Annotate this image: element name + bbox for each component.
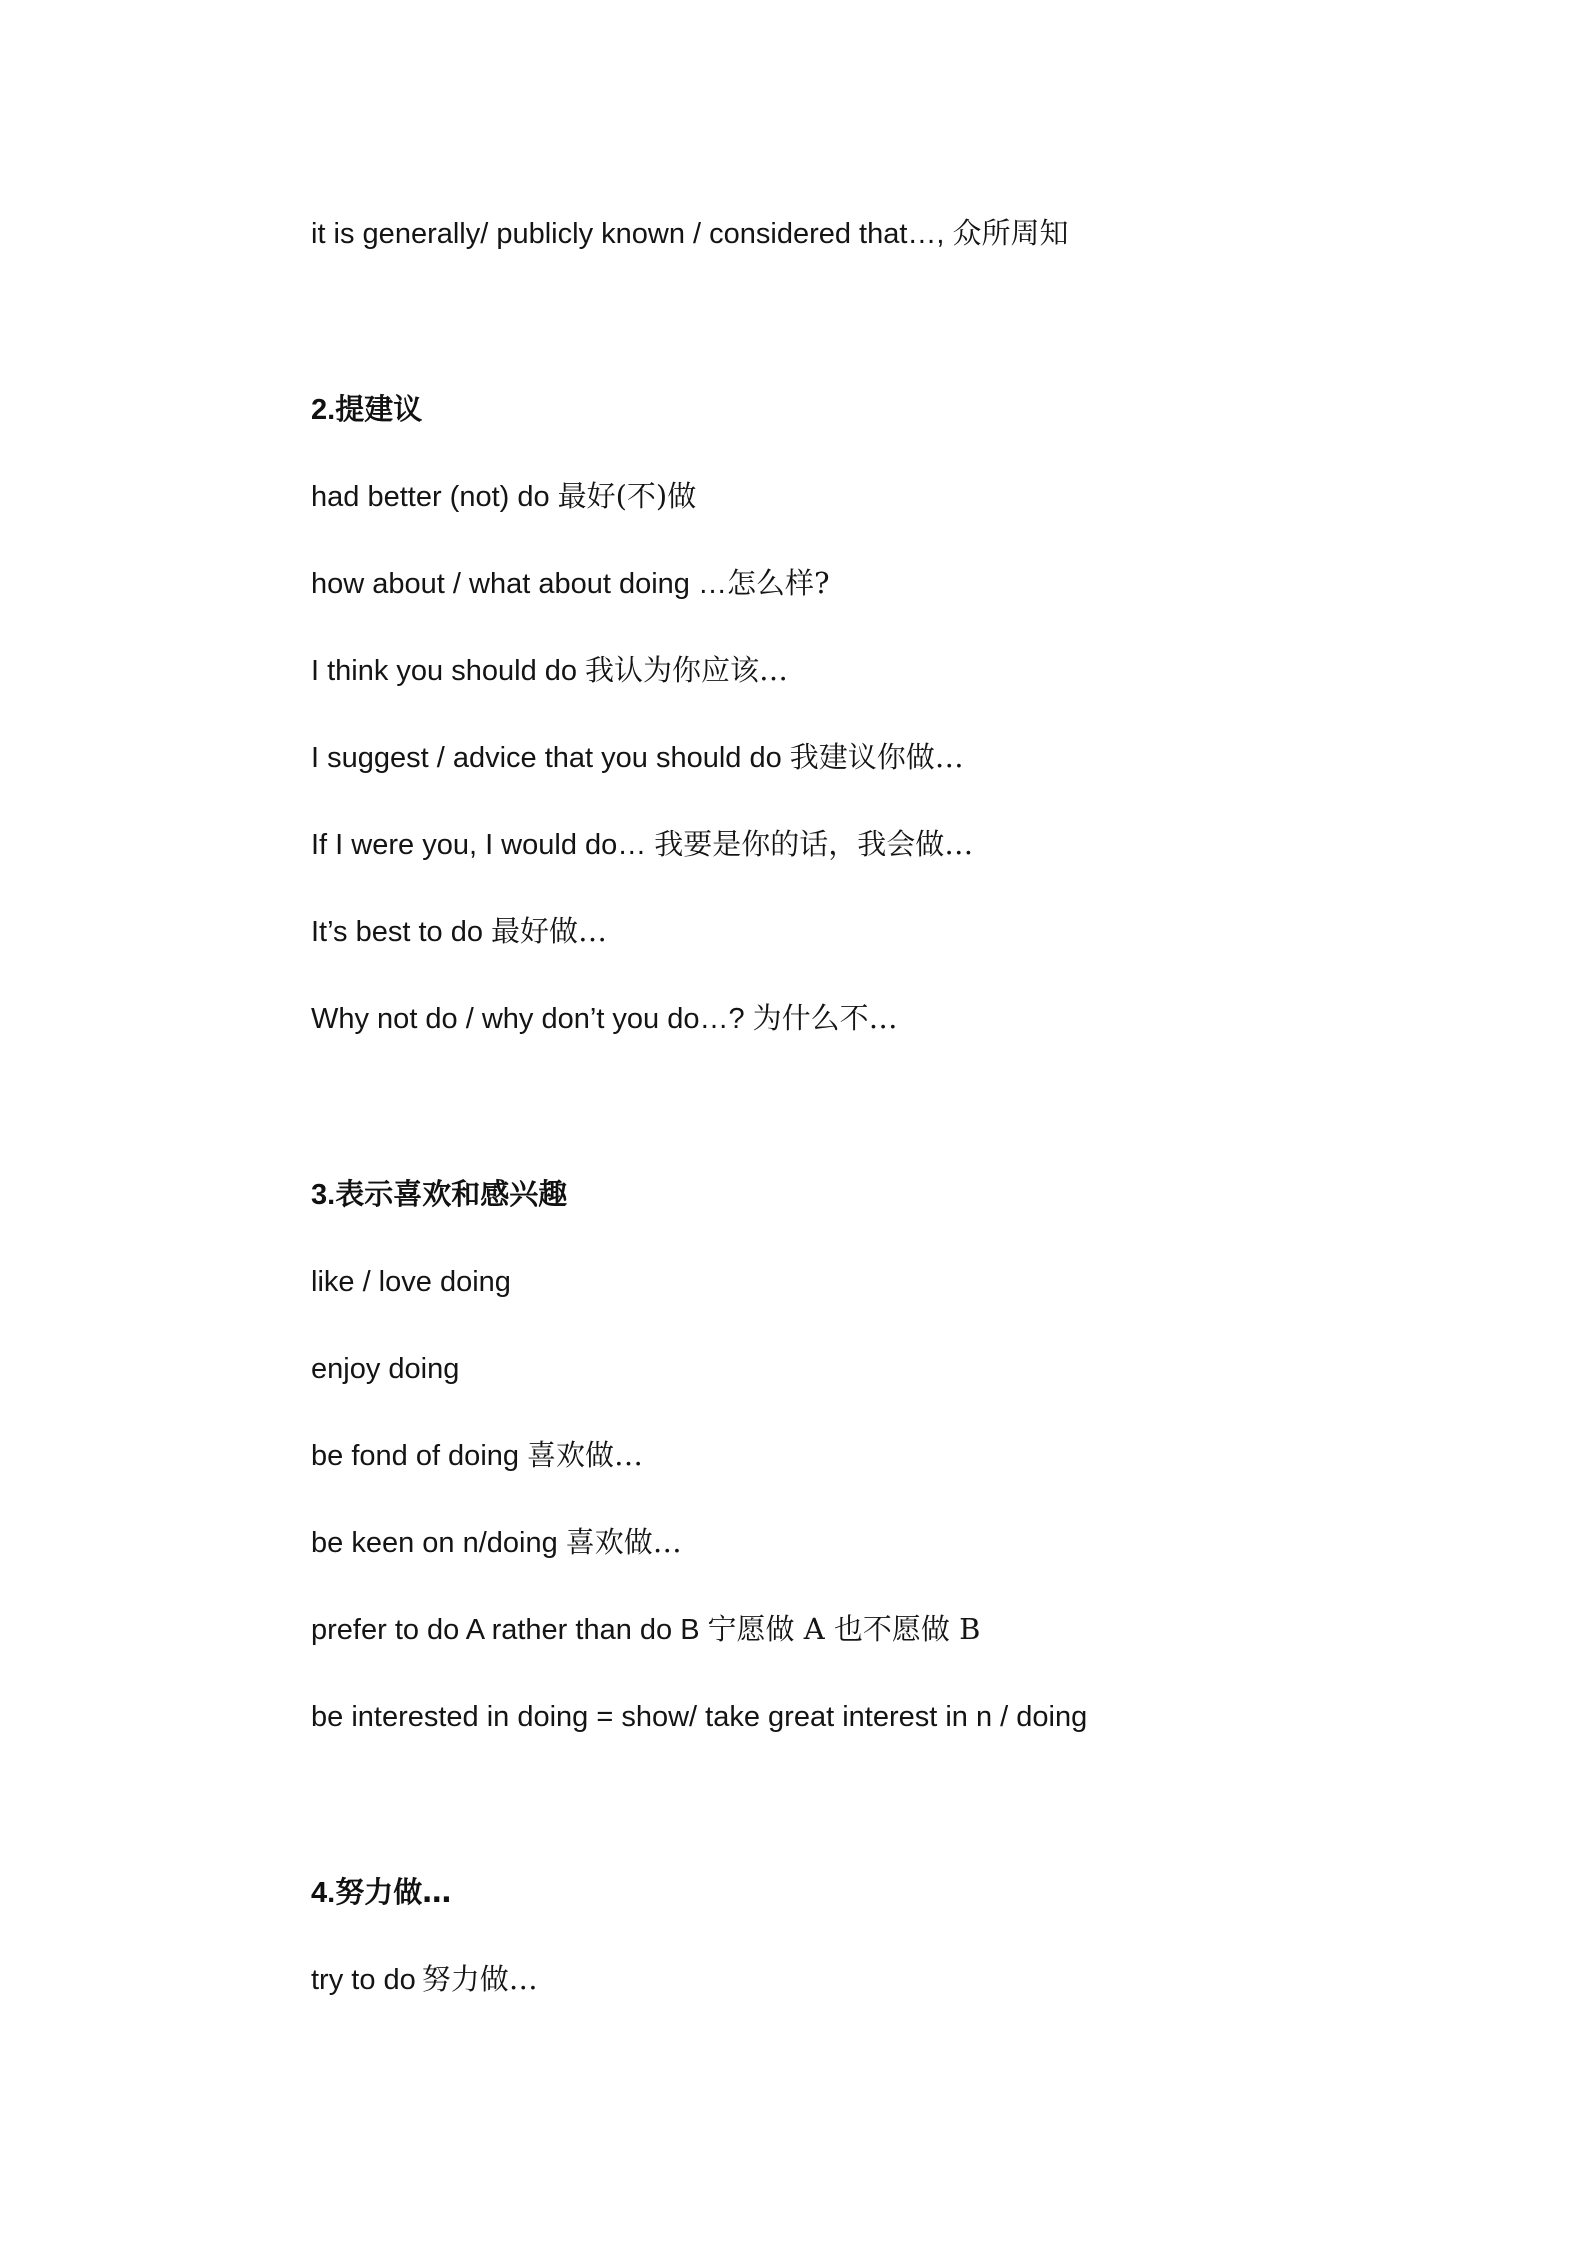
phrase-chinese: 宁愿做 A 也不愿做 B bbox=[707, 1612, 981, 1646]
phrase-chinese: 我建议你做… bbox=[789, 740, 964, 774]
phrase-english: prefer to do A rather than do B bbox=[311, 1614, 700, 1646]
list-item bbox=[311, 912, 607, 951]
intro-line bbox=[311, 214, 1069, 253]
phrase-english: I suggest / advice that you should do bbox=[311, 742, 782, 774]
phrase-english: be interested in doing = show/ take great interest in n / doing bbox=[311, 1701, 1088, 1733]
phrase-english: be keen on n/doing bbox=[311, 1527, 558, 1559]
section-title: 努力做… bbox=[335, 1875, 452, 1909]
list-item bbox=[311, 1610, 980, 1649]
list-item bbox=[311, 825, 973, 864]
list-item bbox=[311, 477, 696, 516]
section-2-heading bbox=[311, 390, 422, 429]
list-item bbox=[311, 1436, 643, 1475]
phrase-english: It’s best to do bbox=[311, 916, 483, 948]
phrase-english: how about / what about doing … bbox=[311, 568, 727, 600]
phrase-chinese: 喜欢做… bbox=[527, 1438, 644, 1472]
phrase-chinese: 众所周知 bbox=[952, 216, 1069, 250]
list-item bbox=[311, 1349, 467, 1388]
phrase-english: like / love doing bbox=[311, 1266, 511, 1298]
section-number: 4. bbox=[311, 1877, 336, 1909]
phrase-chinese: 我认为你应该… bbox=[585, 653, 789, 687]
list-item bbox=[311, 738, 964, 777]
list-item bbox=[311, 1262, 519, 1301]
phrase-english: be fond of doing bbox=[311, 1440, 520, 1472]
list-item bbox=[311, 1697, 1095, 1736]
phrase-chinese: 努力做… bbox=[421, 1962, 538, 1996]
list-item bbox=[311, 999, 898, 1038]
phrase-english: had better (not) do bbox=[311, 481, 550, 513]
section-title: 表示喜欢和感兴趣 bbox=[335, 1177, 568, 1211]
phrase-english: try to do bbox=[311, 1964, 416, 1996]
section-title: 提建议 bbox=[335, 392, 423, 426]
list-item bbox=[311, 564, 830, 603]
phrase-chinese: 喜欢做… bbox=[565, 1525, 682, 1559]
list-item bbox=[311, 651, 788, 690]
section-4-heading bbox=[311, 1873, 451, 1912]
phrase-english: If I were you, I would do… bbox=[311, 829, 647, 861]
phrase-english: I think you should do bbox=[311, 655, 578, 687]
list-item bbox=[311, 1960, 538, 1999]
phrase-chinese: 我要是你的话，我会做… bbox=[654, 827, 974, 861]
section-3-heading bbox=[311, 1175, 567, 1214]
section-number: 3. bbox=[311, 1179, 336, 1211]
section-number: 2. bbox=[311, 394, 336, 426]
phrase-chinese: 为什么不… bbox=[752, 1001, 898, 1035]
phrase-chinese: 最好做… bbox=[490, 914, 607, 948]
phrase-english: it is generally/ publicly known / considered that…, bbox=[311, 218, 945, 250]
phrase-chinese: 最好(不)做 bbox=[557, 479, 697, 513]
phrase-chinese: 怎么样? bbox=[726, 566, 830, 600]
phrase-english: enjoy doing bbox=[311, 1353, 460, 1385]
phrase-english: Why not do / why don’t you do…? bbox=[311, 1003, 745, 1035]
list-item bbox=[311, 1523, 682, 1562]
